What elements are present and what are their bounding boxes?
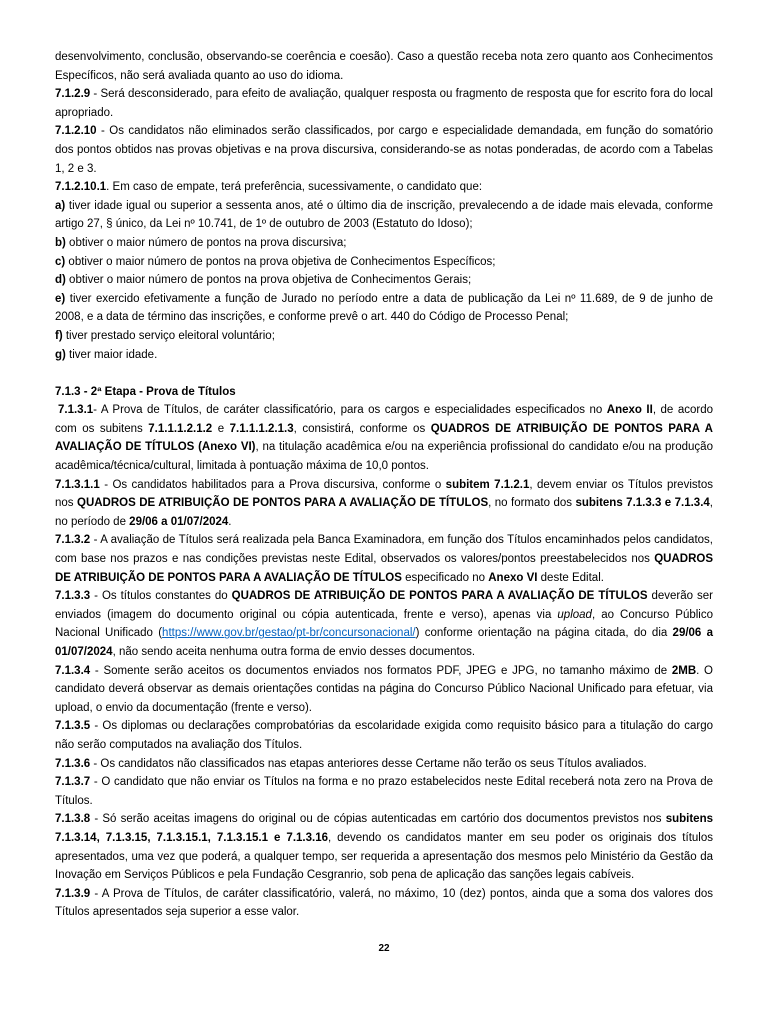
item-text: - Os candidatos não classificados nas etapas anteriores desse Certame não terão os seus Títulos avaliados. [90,757,647,770]
item-text: , não sendo aceita nenhuma outra forma de envio desses documentos. [112,646,476,658]
item-7-1-3-1-1 [55,476,713,532]
criterion-letter: b) [55,236,66,249]
criterion-text: obtiver o maior número de pontos na prova objetiva de Conhecimentos Gerais; [65,274,472,287]
spacer [55,364,713,383]
bold-ref: QUADROS DE ATRIBUIÇÃO DE PONTOS PARA A AVALIAÇÃO DE TÍTULOS (Anexo VI) [55,422,713,454]
item-text: - Só serão aceitas imagens do original ou de cópias autenticadas em cartório dos documentos previstos nos [90,813,666,826]
item-text: - Os diplomas ou declarações comprobatórias da escolaridade exigida como requisito básico para a titulação do cargo não serão computados na avaliação dos Títulos. [55,720,713,751]
item-text: - O candidato que não enviar os Títulos na forma e no prazo estabelecidos neste Edital receberá nota zero na Prova de Títulos. [55,776,713,807]
section-heading-text: 7.1.3 - 2ª Etapa - Prova de Títulos [55,385,236,398]
paragraph-continuation [55,48,713,85]
item-7-1-3-6 [55,755,713,774]
criterion-a [55,197,713,234]
criterion-b [55,234,713,253]
item-text: deverão ser enviados (imagem do documento original ou cópia autenticada, frente e verso), apenas via [55,590,713,621]
item-7-1-3-4 [55,662,713,718]
item-number: 7.1.3.3 [55,590,91,603]
criterion-letter: a) [55,199,66,212]
criterion-letter: g) [55,348,66,361]
paragraph-text: desenvolvimento, conclusão, observando-se coerência e coesão). Caso a questão receba nota zero quanto aos Conhecimentos Específicos, não será avaliada quanto ao uso do idioma. [55,51,713,82]
document-page [55,48,713,922]
criterion-letter: c) [55,255,66,268]
bold-ref: subitem 7.1.2.1 [445,478,530,491]
criterion-text: tiver prestado serviço eleitoral voluntário; [62,329,275,342]
item-text: - Os candidatos não eliminados serão classificados, por cargo e especialidade demandada, em função do somatório dos pontos obtidos nas provas objetivas e na prova discursiva, considerando-se as notas ponderadas, de acordo com a Tabelas 1, 2 e 3. [55,125,713,175]
item-text: , ao Concurso Público Nacional Unificado ( [55,608,713,640]
bold-ref: 2MB [671,664,697,677]
item-text: , na titulação acadêmica e/ou na experiência profissional do candidato e/ou na produção acadêmica/técnica/cultural, limitada à pontuação máxima de 10,0 pontos. [55,441,713,473]
criterion-text: tiver exercido efetivamente a função de Jurado no período entre a data de publicação da Lei nº 11.689, de 9 de junho de 2008, e a data de término das inscrições, e conforme prevê o art. 440 do Código de Processo Penal; [55,292,713,324]
section-heading [55,383,713,402]
criterion-f [55,327,713,346]
item-text: . [228,515,232,528]
item-text: deste Edital. [537,571,604,584]
bold-ref: 29/06 a 01/07/2024 [129,515,229,528]
item-text: , de acordo com os subitens [55,404,713,435]
item-text: ) conforme orientação na página citada, do dia [415,627,673,640]
item-number: 7.1.3.2 [55,534,91,547]
item-text: , no formato dos [488,497,576,510]
criterion-g [55,346,713,365]
item-7-1-3-8 [55,810,713,884]
item-text: especificado no [401,571,489,584]
item-text: . O candidato deverá observar as demais orientações contidas na página do Concurso Público Nacional Unificado para efetuar, via upload, o envio da documentação (frente e verso). [55,664,714,714]
item-number: 7.1.3.1.1 [55,478,100,491]
item-number: 7.1.3.4 [55,664,91,677]
item-text: . Em caso de empate, terá preferência, sucessivamente, o candidato que: [106,181,483,194]
item-number: 7.1.3.8 [55,813,91,826]
item-text: - A Prova de Títulos, de caráter classificatório, valerá, no máximo, 10 (dez) pontos, ainda que a soma dos valores dos Títulos apresentados seja superior a esse valor. [55,887,713,919]
item-text: , devendo os candidatos manter em seu poder os originais dos títulos apresentados, uma vez que poderá, a qualquer tempo, ser requerida a apresentação dos mesmos pelo Ministério da Gestão da Inovação em Serviços Públicos e pela Fundação Cesgranrio, sob pena de aplicação das sanções legais cabíveis. [55,831,713,882]
item-7-1-3-5 [55,717,713,754]
item-number: 7.1.2.10.1 [55,181,107,194]
criterion-text: obtiver o maior número de pontos na prova objetiva de Conhecimentos Específicos; [65,255,496,268]
bold-ref: subitens 7.1.3.3 e 7.1.3.4 [575,497,710,510]
item-number: 7.1.2.10 [55,125,97,138]
item-text: , no período de [55,497,713,528]
italic-term: upload [557,608,592,621]
criterion-d [55,271,713,290]
criterion-e [55,290,713,327]
item-7-1-2-10-1 [55,178,713,197]
item-7-1-3-9 [55,885,713,922]
bold-ref: 7.1.1.1.2.1.2 [148,422,213,435]
criterion-letter: e) [55,292,66,305]
bold-ref: Anexo VI [488,571,538,584]
criterion-text: obtiver o maior número de pontos na prova discursiva; [65,236,347,249]
bold-ref: subitens 7.1.3.14, 7.1.3.15, 7.1.3.15.1, 7.1.3.15.1 e 7.1.3.16 [55,813,713,844]
item-text: , devem enviar os Títulos previstos nos [55,478,713,510]
item-number: 7.1.3.7 [55,776,91,789]
criterion-text: tiver idade igual ou superior a sessenta anos, até o último dia de inscrição, prevalecendo a de idade mais elevada, conforme artigo 27, § único, da Lei nº 10.741, de 1º de outubro de 2003 (Estatuto do Idoso); [55,199,713,231]
bold-ref: QUADROS DE ATRIBUIÇÃO DE PONTOS PARA A AVALIAÇÃO DE TÍTULOS [231,590,648,603]
item-7-1-2-10 [55,122,713,178]
bold-ref: 29/06 a 01/07/2024 [55,627,713,658]
item-text: - Somente serão aceitos os documentos enviados nos formatos PDF, JPEG e JPG, no tamanho máximo de [90,664,672,677]
criterion-text: tiver maior idade. [65,348,158,361]
concurso-link[interactable]: https://www.gov.br/gestao/pt-br/concursonacional/ [162,627,416,640]
page-number: 22 [378,943,390,954]
item-number: 7.1.2.9 [55,88,91,101]
item-text: - Será desconsiderado, para efeito de avaliação, qualquer resposta ou fragmento de resposta que for escrito fora do local apropriado. [55,88,713,119]
item-7-1-3-3 [55,587,713,661]
item-number: 7.1.3.1 [58,404,94,417]
item-7-1-3-7 [55,773,713,810]
item-text: - Os candidatos habilitados para a Prova discursiva, conforme o [99,478,446,491]
item-text: e [212,422,230,435]
bold-ref: QUADROS DE ATRIBUIÇÃO DE PONTOS PARA A AVALIAÇÃO DE TÍTULOS [55,553,713,584]
item-number: 7.1.3.9 [55,887,91,900]
item-7-1-3-2 [55,531,713,587]
item-text: - Os títulos constantes do [90,590,232,603]
item-number: 7.1.3.6 [55,757,91,770]
criterion-c [55,253,713,272]
item-text: - A Prova de Títulos, de caráter classificatório, para os cargos e especialidades especificados no [93,404,607,417]
item-number: 7.1.3.5 [55,720,91,733]
bold-ref: 7.1.1.1.2.1.3 [229,422,294,435]
item-7-1-2-9 [55,85,713,122]
item-text: , consistirá, conforme os [293,422,431,435]
criterion-letter: f) [55,329,63,342]
bold-ref: Anexo II [606,404,653,417]
item-7-1-3-1 [55,401,713,475]
bold-ref: QUADROS DE ATRIBUIÇÃO DE PONTOS PARA A AVALIAÇÃO DE TÍTULOS [77,497,489,510]
item-text: - A avaliação de Títulos será realizada pela Banca Examinadora, em função dos Títulos encaminhados pelos candidatos, com base nos prazos e nas condições previstas neste Edital, observados os valores/pontos preestabelecidos nos [55,534,713,566]
criterion-letter: d) [55,274,66,287]
